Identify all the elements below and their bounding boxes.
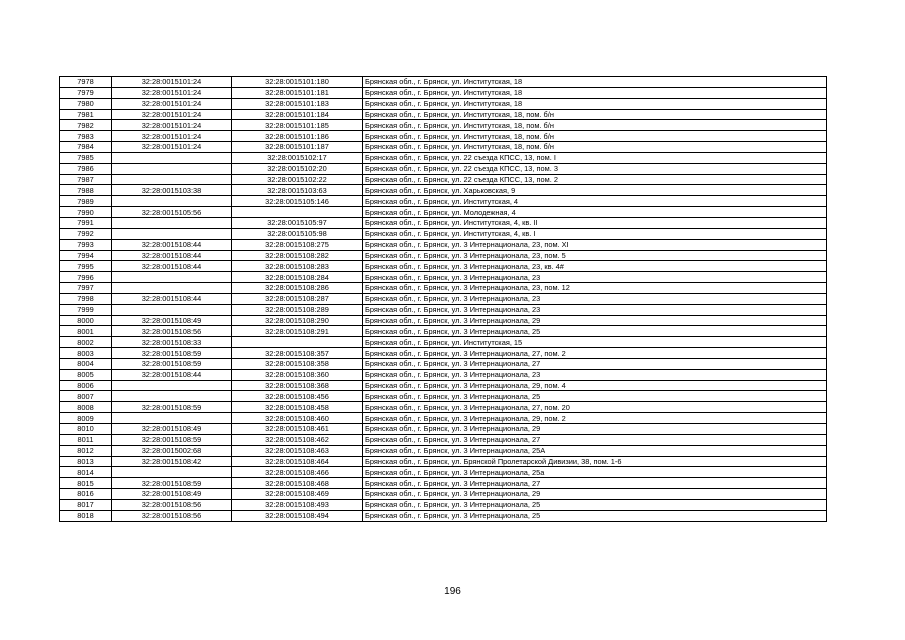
parent-cadastral-number-cell: 32:28:0015101:24 bbox=[112, 98, 232, 109]
table-row bbox=[60, 326, 827, 337]
address-cell: Брянская обл., г. Брянск, ул. Институтская, 18 bbox=[363, 87, 827, 98]
cadastral-number-cell: 32:28:0015103:63 bbox=[232, 185, 363, 196]
table-row bbox=[60, 456, 827, 467]
table-row bbox=[60, 196, 827, 207]
table-row bbox=[60, 424, 827, 435]
row-number-cell: 8018 bbox=[60, 510, 112, 521]
parent-cadastral-number-cell: 32:28:0015108:49 bbox=[112, 424, 232, 435]
address-cell: Брянская обл., г. Брянск, ул. 3 Интернационала, 25а bbox=[363, 467, 827, 478]
address-cell: Брянская обл., г. Брянск, ул. 22 съезда КПСС, 13, пом. I bbox=[363, 152, 827, 163]
address-cell: Брянская обл., г. Брянск, ул. 3 Интернационала, 27, пом. 20 bbox=[363, 402, 827, 413]
table-row bbox=[60, 293, 827, 304]
cadastral-table bbox=[59, 76, 827, 522]
row-number-cell: 7988 bbox=[60, 185, 112, 196]
row-number-cell: 7980 bbox=[60, 98, 112, 109]
table-row bbox=[60, 434, 827, 445]
address-cell: Брянская обл., г. Брянск, ул. Институтская, 18, пом. б/н bbox=[363, 109, 827, 120]
cadastral-number-cell: 32:28:0015101:183 bbox=[232, 98, 363, 109]
address-cell: Брянская обл., г. Брянск, ул. Брянской Пролетарской Дивизии, 38, пом. 1-6 bbox=[363, 456, 827, 467]
row-number-cell: 8003 bbox=[60, 348, 112, 359]
address-cell: Брянская обл., г. Брянск, ул. 3 Интернационала, 27, пом. 2 bbox=[363, 348, 827, 359]
row-number-cell: 8007 bbox=[60, 391, 112, 402]
page-number: 196 bbox=[444, 586, 461, 597]
table-row bbox=[60, 510, 827, 521]
row-number-cell: 8010 bbox=[60, 424, 112, 435]
row-number-cell: 7997 bbox=[60, 283, 112, 294]
table-row bbox=[60, 77, 827, 88]
row-number-cell: 8001 bbox=[60, 326, 112, 337]
parent-cadastral-number-cell: 32:28:0015101:24 bbox=[112, 87, 232, 98]
cadastral-number-cell: 32:28:0015108:466 bbox=[232, 467, 363, 478]
table-row bbox=[60, 445, 827, 456]
row-number-cell: 7994 bbox=[60, 250, 112, 261]
cadastral-number-cell: 32:28:0015108:290 bbox=[232, 315, 363, 326]
cadastral-number-cell: 32:28:0015102:17 bbox=[232, 152, 363, 163]
row-number-cell: 7999 bbox=[60, 304, 112, 315]
cadastral-number-cell: 32:28:0015108:458 bbox=[232, 402, 363, 413]
address-cell: Брянская обл., г. Брянск, ул. Институтская, 4, кв. II bbox=[363, 217, 827, 228]
table-row bbox=[60, 348, 827, 359]
row-number-cell: 7992 bbox=[60, 228, 112, 239]
address-cell: Брянская обл., г. Брянск, ул. Институтская, 15 bbox=[363, 337, 827, 348]
table-row bbox=[60, 131, 827, 142]
parent-cadastral-number-cell: 32:28:0015108:44 bbox=[112, 369, 232, 380]
row-number-cell: 8000 bbox=[60, 315, 112, 326]
parent-cadastral-number-cell bbox=[112, 174, 232, 185]
table-row bbox=[60, 272, 827, 283]
table-row bbox=[60, 380, 827, 391]
row-number-cell: 8004 bbox=[60, 358, 112, 369]
parent-cadastral-number-cell: 32:28:0015108:49 bbox=[112, 315, 232, 326]
address-cell: Брянская обл., г. Брянск, ул. 3 Интернационала, 29 bbox=[363, 424, 827, 435]
address-cell: Брянская обл., г. Брянск, ул. 3 Интернационала, 23, пом. 12 bbox=[363, 283, 827, 294]
table-body bbox=[60, 77, 827, 522]
address-cell: Брянская обл., г. Брянск, ул. Институтская, 18, пом. б/н bbox=[363, 142, 827, 153]
table-row bbox=[60, 413, 827, 424]
table-row bbox=[60, 250, 827, 261]
cadastral-number-cell: 32:28:0015108:463 bbox=[232, 445, 363, 456]
parent-cadastral-number-cell bbox=[112, 228, 232, 239]
cadastral-number-cell: 32:28:0015101:187 bbox=[232, 142, 363, 153]
cadastral-number-cell: 32:28:0015108:286 bbox=[232, 283, 363, 294]
parent-cadastral-number-cell: 32:28:0015108:49 bbox=[112, 489, 232, 500]
address-cell: Брянская обл., г. Брянск, ул. 22 съезда КПСС, 13, пом. 3 bbox=[363, 163, 827, 174]
row-number-cell: 7985 bbox=[60, 152, 112, 163]
address-cell: Брянская обл., г. Брянск, ул. Институтская, 18, пом. б/н bbox=[363, 120, 827, 131]
row-number-cell: 7991 bbox=[60, 217, 112, 228]
cadastral-number-cell: 32:28:0015101:180 bbox=[232, 77, 363, 88]
row-number-cell: 7986 bbox=[60, 163, 112, 174]
row-number-cell: 7978 bbox=[60, 77, 112, 88]
address-cell: Брянская обл., г. Брянск, ул. 3 Интернационала, 23, пом. XI bbox=[363, 239, 827, 250]
row-number-cell: 8002 bbox=[60, 337, 112, 348]
cadastral-number-cell: 32:28:0015108:360 bbox=[232, 369, 363, 380]
address-cell: Брянская обл., г. Брянск, ул. 3 Интернационала, 27 bbox=[363, 358, 827, 369]
parent-cadastral-number-cell bbox=[112, 413, 232, 424]
cadastral-number-cell: 32:28:0015108:287 bbox=[232, 293, 363, 304]
cadastral-number-cell: 32:28:0015105:146 bbox=[232, 196, 363, 207]
cadastral-number-cell: 32:28:0015101:186 bbox=[232, 131, 363, 142]
parent-cadastral-number-cell: 32:28:0015108:59 bbox=[112, 348, 232, 359]
table-row bbox=[60, 337, 827, 348]
parent-cadastral-number-cell: 32:28:0015105:56 bbox=[112, 207, 232, 218]
address-cell: Брянская обл., г. Брянск, ул. 3 Интернационала, 23, пом. 5 bbox=[363, 250, 827, 261]
address-cell: Брянская обл., г. Брянск, ул. 3 Интернационала, 29, пом. 4 bbox=[363, 380, 827, 391]
row-number-cell: 7982 bbox=[60, 120, 112, 131]
parent-cadastral-number-cell bbox=[112, 283, 232, 294]
table-row bbox=[60, 217, 827, 228]
address-cell: Брянская обл., г. Брянск, ул. Институтская, 4 bbox=[363, 196, 827, 207]
address-cell: Брянская обл., г. Брянск, ул. Харьковская, 9 bbox=[363, 185, 827, 196]
address-cell: Брянская обл., г. Брянск, ул. 3 Интернационала, 25 bbox=[363, 391, 827, 402]
row-number-cell: 7987 bbox=[60, 174, 112, 185]
row-number-cell: 7989 bbox=[60, 196, 112, 207]
address-cell: Брянская обл., г. Брянск, ул. 3 Интернационала, 25А bbox=[363, 445, 827, 456]
cadastral-number-cell: 32:28:0015108:289 bbox=[232, 304, 363, 315]
parent-cadastral-number-cell: 32:28:0015108:44 bbox=[112, 293, 232, 304]
cadastral-number-cell: 32:28:0015108:368 bbox=[232, 380, 363, 391]
cadastral-number-cell: 32:28:0015101:184 bbox=[232, 109, 363, 120]
table-row bbox=[60, 369, 827, 380]
parent-cadastral-number-cell: 32:28:0015002:68 bbox=[112, 445, 232, 456]
address-cell: Брянская обл., г. Брянск, ул. 3 Интернационала, 29, пом. 2 bbox=[363, 413, 827, 424]
address-cell: Брянская обл., г. Брянск, ул. 3 Интернационала, 29 bbox=[363, 489, 827, 500]
row-number-cell: 8009 bbox=[60, 413, 112, 424]
row-number-cell: 8005 bbox=[60, 369, 112, 380]
parent-cadastral-number-cell bbox=[112, 163, 232, 174]
parent-cadastral-number-cell: 32:28:0015108:44 bbox=[112, 261, 232, 272]
address-cell: Брянская обл., г. Брянск, ул. Молодежная, 4 bbox=[363, 207, 827, 218]
cadastral-number-cell: 32:28:0015108:494 bbox=[232, 510, 363, 521]
parent-cadastral-number-cell: 32:28:0015108:56 bbox=[112, 510, 232, 521]
cadastral-number-cell bbox=[232, 337, 363, 348]
table-row bbox=[60, 239, 827, 250]
parent-cadastral-number-cell: 32:28:0015108:56 bbox=[112, 499, 232, 510]
row-number-cell: 7993 bbox=[60, 239, 112, 250]
table-row bbox=[60, 98, 827, 109]
cadastral-number-cell: 32:28:0015108:284 bbox=[232, 272, 363, 283]
cadastral-number-cell: 32:28:0015108:469 bbox=[232, 489, 363, 500]
address-cell: Брянская обл., г. Брянск, ул. 3 Интернационала, 23 bbox=[363, 369, 827, 380]
row-number-cell: 8015 bbox=[60, 478, 112, 489]
cadastral-number-cell: 32:28:0015101:181 bbox=[232, 87, 363, 98]
address-cell: Брянская обл., г. Брянск, ул. Институтская, 18 bbox=[363, 98, 827, 109]
cadastral-number-cell: 32:28:0015108:283 bbox=[232, 261, 363, 272]
cadastral-number-cell: 32:28:0015108:357 bbox=[232, 348, 363, 359]
cadastral-number-cell: 32:28:0015105:98 bbox=[232, 228, 363, 239]
parent-cadastral-number-cell: 32:28:0015108:59 bbox=[112, 358, 232, 369]
cadastral-number-cell: 32:28:0015101:185 bbox=[232, 120, 363, 131]
row-number-cell: 7998 bbox=[60, 293, 112, 304]
table-row bbox=[60, 142, 827, 153]
cadastral-number-cell: 32:28:0015108:460 bbox=[232, 413, 363, 424]
table-row bbox=[60, 315, 827, 326]
address-cell: Брянская обл., г. Брянск, ул. 3 Интернационала, 25 bbox=[363, 510, 827, 521]
parent-cadastral-number-cell: 32:28:0015108:44 bbox=[112, 250, 232, 261]
row-number-cell: 8017 bbox=[60, 499, 112, 510]
parent-cadastral-number-cell bbox=[112, 196, 232, 207]
parent-cadastral-number-cell: 32:28:0015101:24 bbox=[112, 77, 232, 88]
table-row bbox=[60, 467, 827, 478]
table-row bbox=[60, 499, 827, 510]
table-row bbox=[60, 304, 827, 315]
parent-cadastral-number-cell: 32:28:0015108:59 bbox=[112, 434, 232, 445]
cadastral-number-cell: 32:28:0015108:275 bbox=[232, 239, 363, 250]
cadastral-number-cell: 32:28:0015108:456 bbox=[232, 391, 363, 402]
table-row bbox=[60, 120, 827, 131]
row-number-cell: 8013 bbox=[60, 456, 112, 467]
address-cell: Брянская обл., г. Брянск, ул. 3 Интернационала, 25 bbox=[363, 326, 827, 337]
table-row bbox=[60, 391, 827, 402]
row-number-cell: 7984 bbox=[60, 142, 112, 153]
cadastral-number-cell: 32:28:0015108:468 bbox=[232, 478, 363, 489]
parent-cadastral-number-cell: 32:28:0015101:24 bbox=[112, 109, 232, 120]
row-number-cell: 7981 bbox=[60, 109, 112, 120]
cadastral-number-cell: 32:28:0015108:461 bbox=[232, 424, 363, 435]
table-row bbox=[60, 163, 827, 174]
address-cell: Брянская обл., г. Брянск, ул. 22 съезда КПСС, 13, пом. 2 bbox=[363, 174, 827, 185]
row-number-cell: 7995 bbox=[60, 261, 112, 272]
address-cell: Брянская обл., г. Брянск, ул. Институтская, 18 bbox=[363, 77, 827, 88]
parent-cadastral-number-cell: 32:28:0015108:42 bbox=[112, 456, 232, 467]
cadastral-number-cell: 32:28:0015108:462 bbox=[232, 434, 363, 445]
parent-cadastral-number-cell: 32:28:0015108:56 bbox=[112, 326, 232, 337]
row-number-cell: 8016 bbox=[60, 489, 112, 500]
cadastral-number-cell: 32:28:0015108:291 bbox=[232, 326, 363, 337]
table-row bbox=[60, 185, 827, 196]
table-row bbox=[60, 489, 827, 500]
row-number-cell: 7979 bbox=[60, 87, 112, 98]
parent-cadastral-number-cell: 32:28:0015101:24 bbox=[112, 120, 232, 131]
address-cell: Брянская обл., г. Брянск, ул. 3 Интернационала, 25 bbox=[363, 499, 827, 510]
address-cell: Брянская обл., г. Брянск, ул. 3 Интернационала, 27 bbox=[363, 434, 827, 445]
row-number-cell: 8006 bbox=[60, 380, 112, 391]
parent-cadastral-number-cell bbox=[112, 380, 232, 391]
cadastral-number-cell: 32:28:0015108:358 bbox=[232, 358, 363, 369]
address-cell: Брянская обл., г. Брянск, ул. Институтская, 18, пом. б/н bbox=[363, 131, 827, 142]
row-number-cell: 8014 bbox=[60, 467, 112, 478]
address-cell: Брянская обл., г. Брянск, ул. 3 Интернационала, 23 bbox=[363, 272, 827, 283]
parent-cadastral-number-cell bbox=[112, 272, 232, 283]
row-number-cell: 7996 bbox=[60, 272, 112, 283]
address-cell: Брянская обл., г. Брянск, ул. 3 Интернационала, 27 bbox=[363, 478, 827, 489]
cadastral-number-cell bbox=[232, 207, 363, 218]
cadastral-number-cell: 32:28:0015108:493 bbox=[232, 499, 363, 510]
parent-cadastral-number-cell: 32:28:0015108:59 bbox=[112, 402, 232, 413]
address-cell: Брянская обл., г. Брянск, ул. 3 Интернационала, 29 bbox=[363, 315, 827, 326]
table-row bbox=[60, 87, 827, 98]
row-number-cell: 8012 bbox=[60, 445, 112, 456]
parent-cadastral-number-cell: 32:28:0015103:38 bbox=[112, 185, 232, 196]
parent-cadastral-number-cell: 32:28:0015101:24 bbox=[112, 142, 232, 153]
parent-cadastral-number-cell bbox=[112, 467, 232, 478]
parent-cadastral-number-cell: 32:28:0015108:33 bbox=[112, 337, 232, 348]
table-row bbox=[60, 152, 827, 163]
table-row bbox=[60, 478, 827, 489]
cadastral-number-cell: 32:28:0015102:20 bbox=[232, 163, 363, 174]
parent-cadastral-number-cell bbox=[112, 152, 232, 163]
parent-cadastral-number-cell bbox=[112, 391, 232, 402]
address-cell: Брянская обл., г. Брянск, ул. 3 Интернационала, 23, кв. 4# bbox=[363, 261, 827, 272]
parent-cadastral-number-cell: 32:28:0015108:59 bbox=[112, 478, 232, 489]
table-row bbox=[60, 174, 827, 185]
cadastral-number-cell: 32:28:0015105:97 bbox=[232, 217, 363, 228]
table-row bbox=[60, 358, 827, 369]
address-cell: Брянская обл., г. Брянск, ул. Институтская, 4, кв. I bbox=[363, 228, 827, 239]
cadastral-number-cell: 32:28:0015108:282 bbox=[232, 250, 363, 261]
row-number-cell: 7983 bbox=[60, 131, 112, 142]
table-row bbox=[60, 283, 827, 294]
cadastral-number-cell: 32:28:0015108:464 bbox=[232, 456, 363, 467]
parent-cadastral-number-cell bbox=[112, 217, 232, 228]
parent-cadastral-number-cell: 32:28:0015108:44 bbox=[112, 239, 232, 250]
address-cell: Брянская обл., г. Брянск, ул. 3 Интернационала, 23 bbox=[363, 293, 827, 304]
table-row bbox=[60, 261, 827, 272]
address-cell: Брянская обл., г. Брянск, ул. 3 Интернационала, 23 bbox=[363, 304, 827, 315]
parent-cadastral-number-cell: 32:28:0015101:24 bbox=[112, 131, 232, 142]
table-row bbox=[60, 109, 827, 120]
table-row bbox=[60, 207, 827, 218]
row-number-cell: 8008 bbox=[60, 402, 112, 413]
table-row bbox=[60, 228, 827, 239]
row-number-cell: 8011 bbox=[60, 434, 112, 445]
row-number-cell: 7990 bbox=[60, 207, 112, 218]
cadastral-number-cell: 32:28:0015102:22 bbox=[232, 174, 363, 185]
parent-cadastral-number-cell bbox=[112, 304, 232, 315]
table-row bbox=[60, 402, 827, 413]
